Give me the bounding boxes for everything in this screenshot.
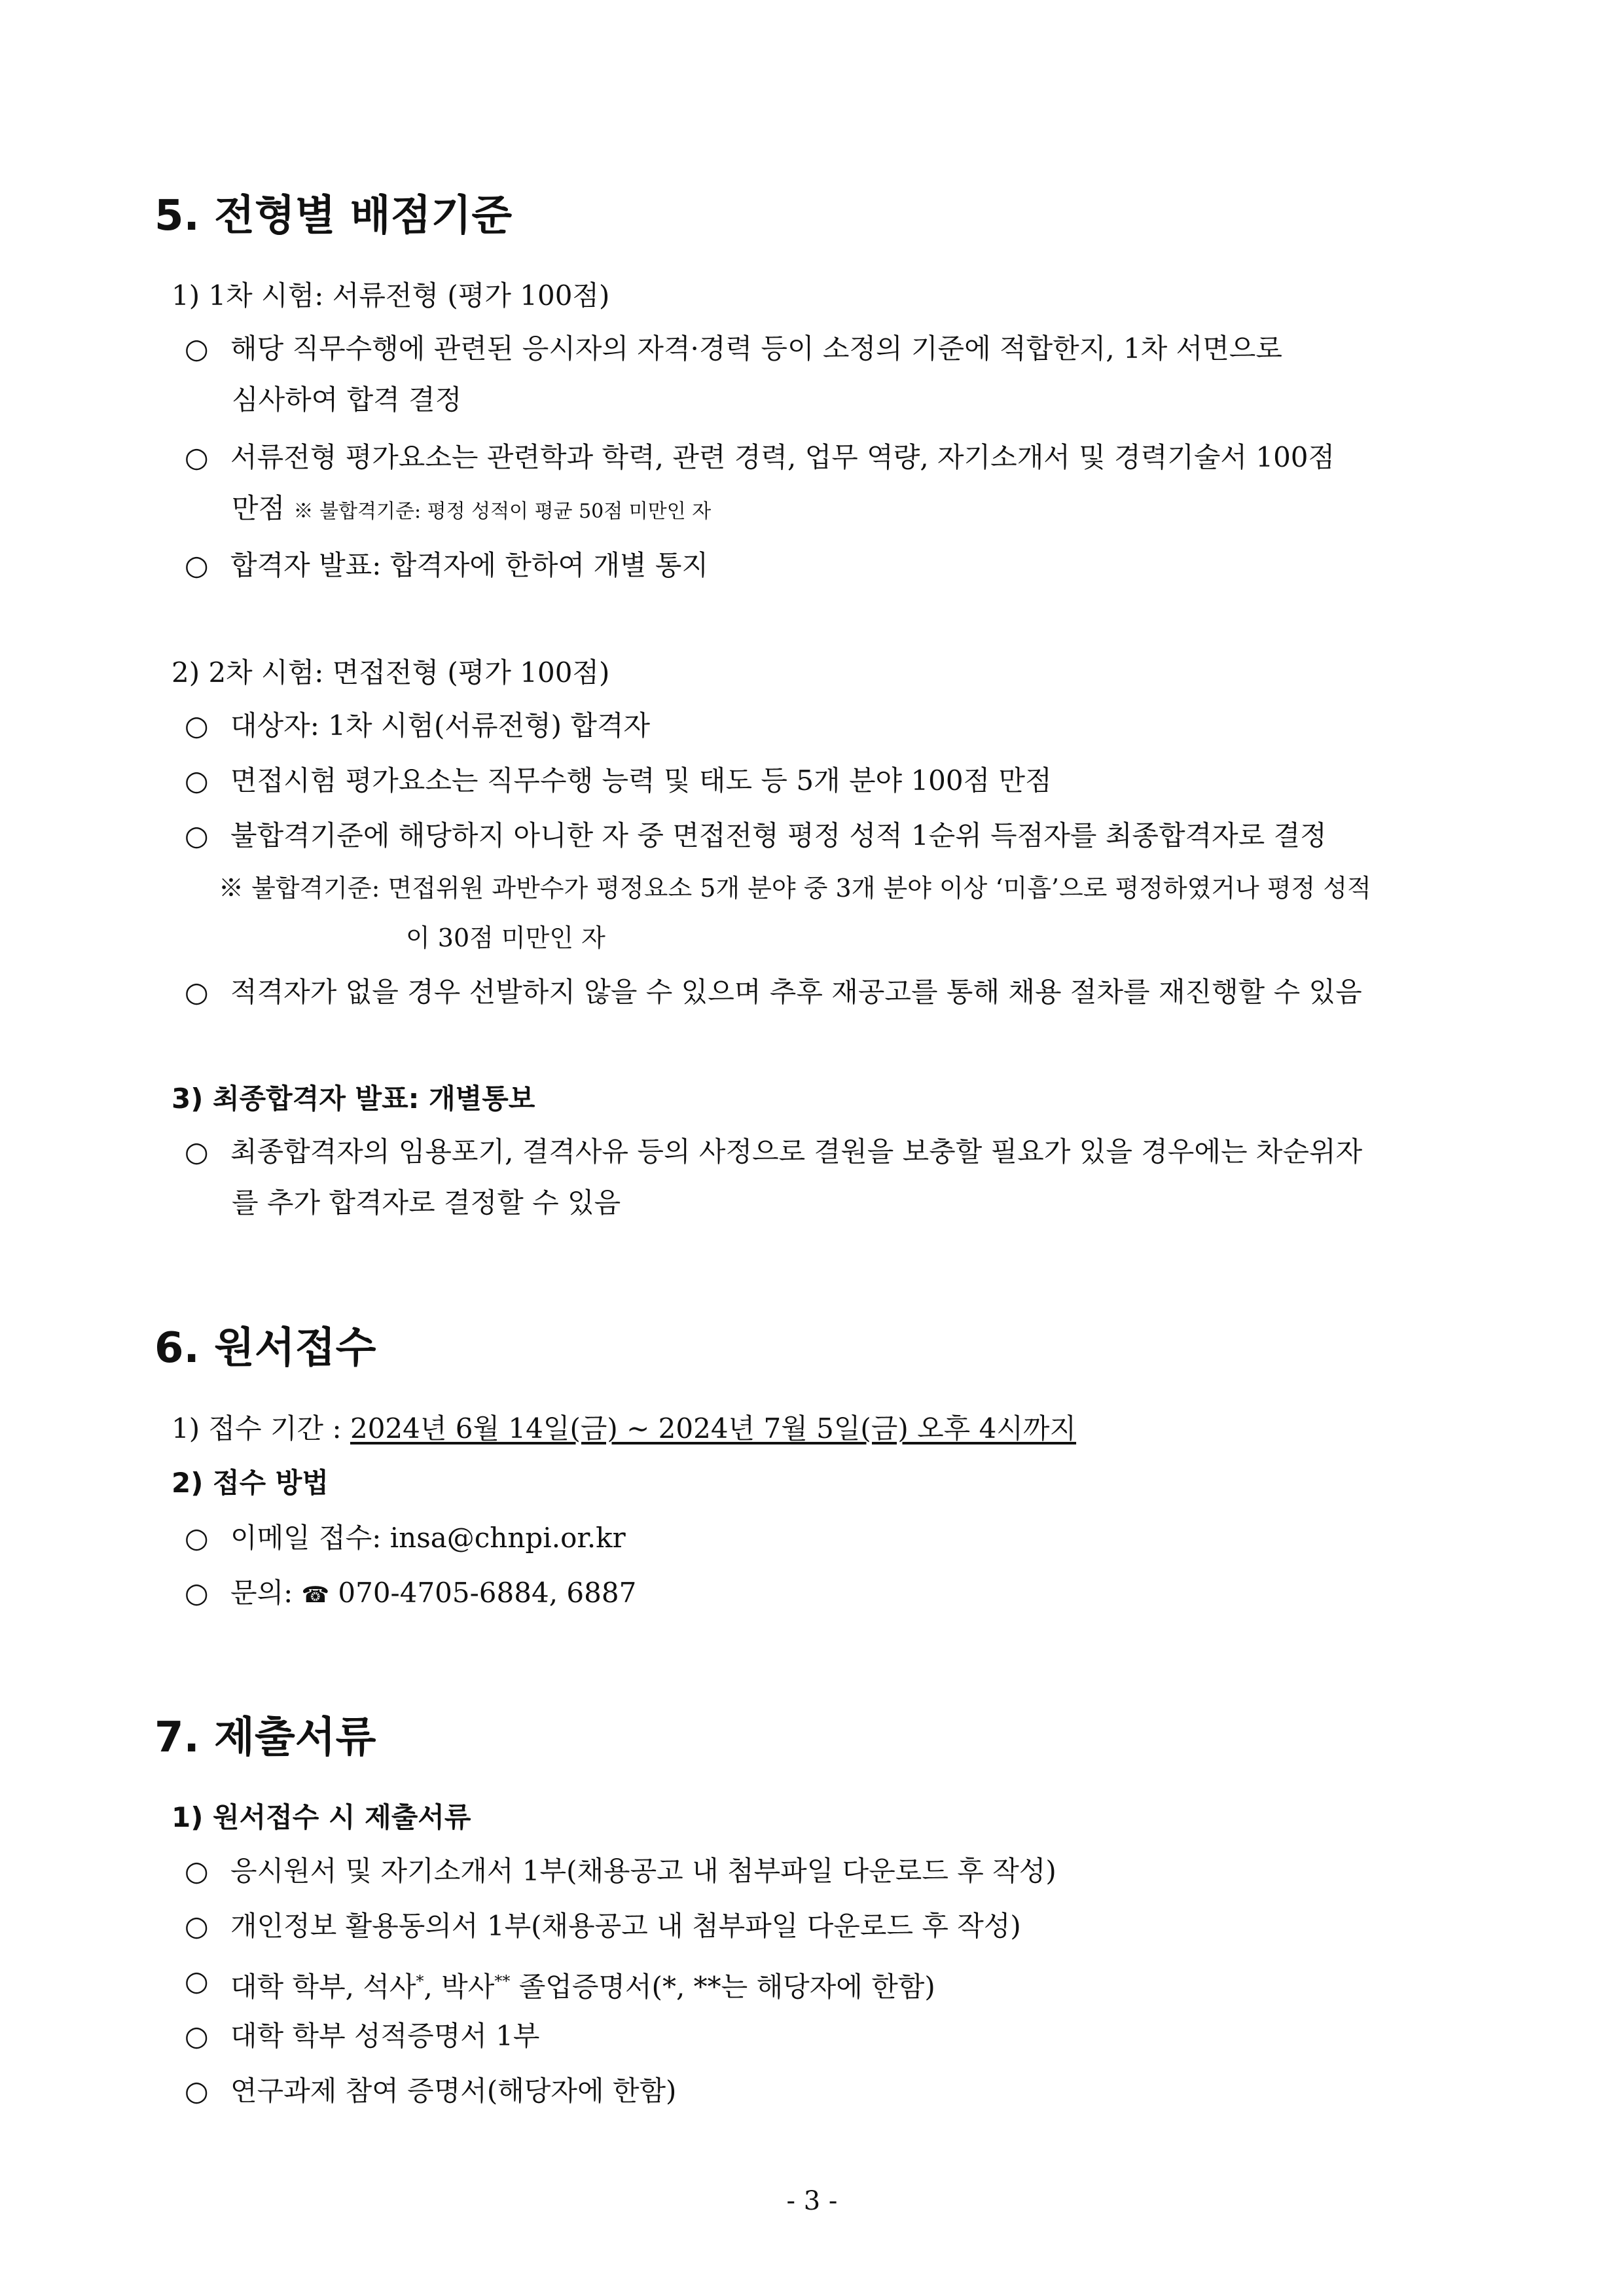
section-7-bullet-2 [185,1908,1494,1945]
bullet-mark: ○ [185,2020,209,2052]
application-period-value: 2024년 6월 14일(금) ~ 2024년 7월 5일(금) 오후 4시까지 [350,1412,1077,1444]
section-7-bullet-4 [185,2018,1494,2054]
bullet-mark: ○ [185,1522,209,1554]
section-7-title: 7. 제출서류 [154,1713,376,1762]
bullet-text-part: 대학 학부, 석사 [230,1971,416,2003]
bullet-text-part: , 박사 [424,1971,495,2003]
section-5-sub-2-bullet-4 [185,974,1494,1011]
section-5-sub-2-note [219,870,1482,956]
bullet-text: 합격자 발표: 합격자에 한하여 개별 통지 [230,549,709,581]
section-6-sub-1 [171,1410,1076,1447]
bullet-text: 최종합격자의 임용포기, 결격사유 등의 사정으로 결원을 보충할 필요가 있을 경우에는 차순위자 [230,1136,1363,1168]
section-7-bullet-3 [185,1963,1494,2005]
bullet-text: 면접시험 평가요소는 직무수행 능력 및 태도 등 5개 분야 100점 만점 [230,764,1052,797]
note-text: ※ 불합격기준: 면접위원 과반수가 평정요소 5개 분야 중 3개 분야 이상 ‘미흡’으로 평정하였거나 평정 성적 [219,874,1371,903]
bullet-text: 대상자: 1차 시험(서류전형) 합격자 [230,709,651,742]
bullet-mark: ○ [185,1136,209,1168]
section-5-sub-2-bullet-2 [185,762,1494,799]
section-5-sub-1-bullet-2 [185,439,1494,530]
fail-criteria-note: ※ 불합격기준: 평정 성적이 평균 50점 미만인 자 [293,500,712,523]
bullet-mark: ○ [185,2075,209,2107]
bullet-text: 적격자가 없을 경우 선발하지 않을 수 있으며 추후 재공고를 통해 채용 절차를 재진행할 수 있음 [230,976,1362,1008]
section-7-bullet-5 [185,2073,1494,2109]
section-5-title: 5. 전형별 배점기준 [154,192,513,240]
bullet-text: 대학 학부 성적증명서 1부 [230,2020,540,2052]
bullet-mark: ○ [185,549,209,581]
bullet-text: 연구과제 참여 증명서(해당자에 한함) [230,2075,677,2107]
bullet-mark: ○ [185,441,209,473]
phone-icon: ☎ [301,1582,330,1608]
section-5-sub-1-bullet-1 [185,331,1494,418]
bullet-mark: ○ [185,1965,209,1997]
section-6-bullet-2 [185,1575,1494,1613]
bullet-text: 개인정보 활용동의서 1부(채용공고 내 첨부파일 다운로드 후 작성) [230,1910,1021,1942]
note-text-continued: 이 30점 미만인 자 [406,924,605,952]
section-5-sub-2-title: 2) 2차 시험: 면접전형 (평가 100점) [171,656,610,689]
bullet-text: 불합격기준에 해당하지 아니한 자 중 면접전형 평정 성적 1순위 득점자를 최종합격자로 결정 [230,819,1327,852]
bullet-text-continued [185,490,1494,530]
section-6-sub-2-title: 2) 접수 방법 [171,1467,329,1499]
bullet-mark: ○ [185,709,209,742]
section-5-sub-1-bullet-3 [185,547,1494,584]
bullet-text: 서류전형 평가요소는 관련학과 학력, 관련 경력, 업무 역량, 자기소개서 및 경력기술서 100점 [230,441,1335,473]
section-5-sub-3-bullet-1 [185,1134,1494,1221]
bullet-mark: ○ [185,819,209,852]
bullet-text: 응시원서 및 자기소개서 1부(채용공고 내 첨부파일 다운로드 후 작성) [230,1855,1056,1887]
phone-numbers: 070-4705-6884, 6887 [338,1577,637,1609]
bullet-text [185,1963,1494,2005]
bullet-text-part: 졸업증명서(*, **는 해당자에 한함) [510,1971,935,2003]
application-period-label: 1) 접수 기간 : [171,1412,342,1444]
bullet-mark: ○ [185,1910,209,1942]
doctor-footnote-mark: ** [494,1972,511,1990]
section-5-sub-2-bullet-3 [185,817,1494,854]
bullet-text [185,1575,1494,1613]
section-7-bullet-1 [185,1853,1494,1890]
section-6-title: 6. 원서접수 [154,1324,376,1372]
bullet-mark: ○ [185,764,209,797]
bullet-text-part: 만점 [232,492,285,524]
section-5-sub-2-bullet-1 [185,708,1494,744]
section-5-sub-1-title: 1) 1차 시험: 서류전형 (평가 100점) [171,279,610,312]
section-5-sub-3-title: 3) 최종합격자 발표: 개별통보 [171,1083,535,1115]
section-6-bullet-1 [185,1520,1494,1556]
bullet-mark: ○ [185,976,209,1008]
bullet-mark: ○ [185,332,209,365]
bullet-text-continued: 심사하여 합격 결정 [232,384,462,416]
bullet-mark: ○ [185,1855,209,1887]
bullet-text-continued: 를 추가 합격자로 결정할 수 있음 [232,1187,621,1219]
bullet-text: 이메일 접수: insa@chnpi.or.kr [230,1522,626,1554]
bullet-mark: ○ [185,1577,209,1609]
page-number: - 3 - [786,2186,838,2216]
inquiry-label: 문의: [230,1577,293,1609]
section-7-sub-1-title: 1) 원서접수 시 제출서류 [171,1801,471,1833]
bullet-text: 해당 직무수행에 관련된 응시자의 자격·경력 등이 소정의 기준에 적합한지, 1차 서면으로 [230,332,1282,365]
master-footnote-mark: * [416,1972,424,1990]
